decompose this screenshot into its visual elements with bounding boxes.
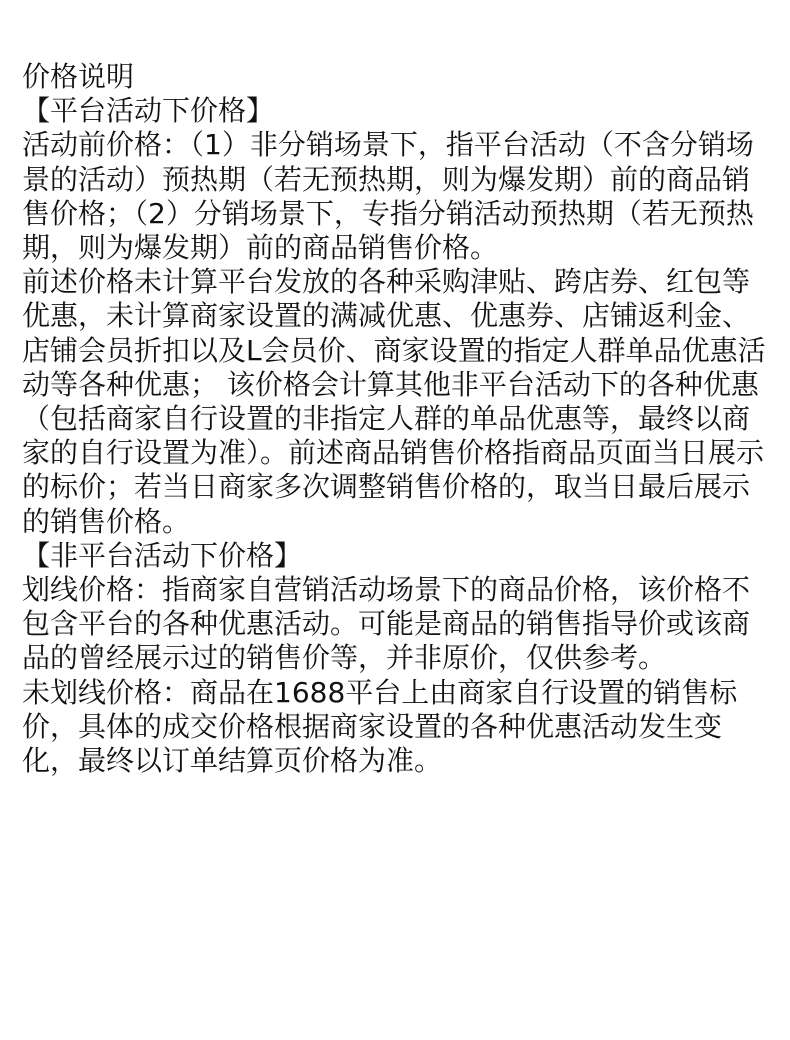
paragraph-non-strikethrough-price: 未划线价格：商品在1688平台上由商家自行设置的销售标价，具体的成交价格根据商家设置的各种优惠活动发生变化，最终以订单结算页价格为准。	[22, 675, 738, 778]
section-heading-non-platform-activity: 【非平台活动下价格】	[22, 538, 303, 572]
document-title: 价格说明	[22, 60, 135, 93]
section-heading-platform-activity: 【平台活动下价格】	[22, 94, 275, 128]
paragraph-strikethrough-price: 划线价格：指商家自营销活动场景下的商品价格，该价格不包含平台的各种优惠活动。可能是商品的销售指导价或该商品的曾经展示过的销售价等，并非原价，仅供参考。	[22, 573, 751, 675]
paragraph-pre-activity-price: 活动前价格：（1）非分销场景下，指平台活动（不含分销场景的活动）预热期（若无预热期，则为爆发期）前的商品销售价格；（2）分销场景下，专指分销活动预热期（若无预热期，则为爆发期）前的商品销售价格。	[22, 128, 754, 265]
price-explanation-document	[22, 60, 772, 778]
paragraph-price-calculation-notes: 前述价格未计算平台发放的各种采购津贴、跨店券、红包等优惠，未计算商家设置的满减优惠、优惠券、店铺返利金、店铺会员折扣以及L会员价、商家设置的指定人群单品优惠活动等各种优惠； 该价格会计算其他非平台活动下的各种优惠（包括商家自行设置的非指定人群的单品优惠等，最终以商家的自行设置为准）。前述商品销售价格指商品页面当日展示的标价；若当日商家多次调整销售价格的，取当日最后展示的销售价格。	[22, 265, 766, 538]
